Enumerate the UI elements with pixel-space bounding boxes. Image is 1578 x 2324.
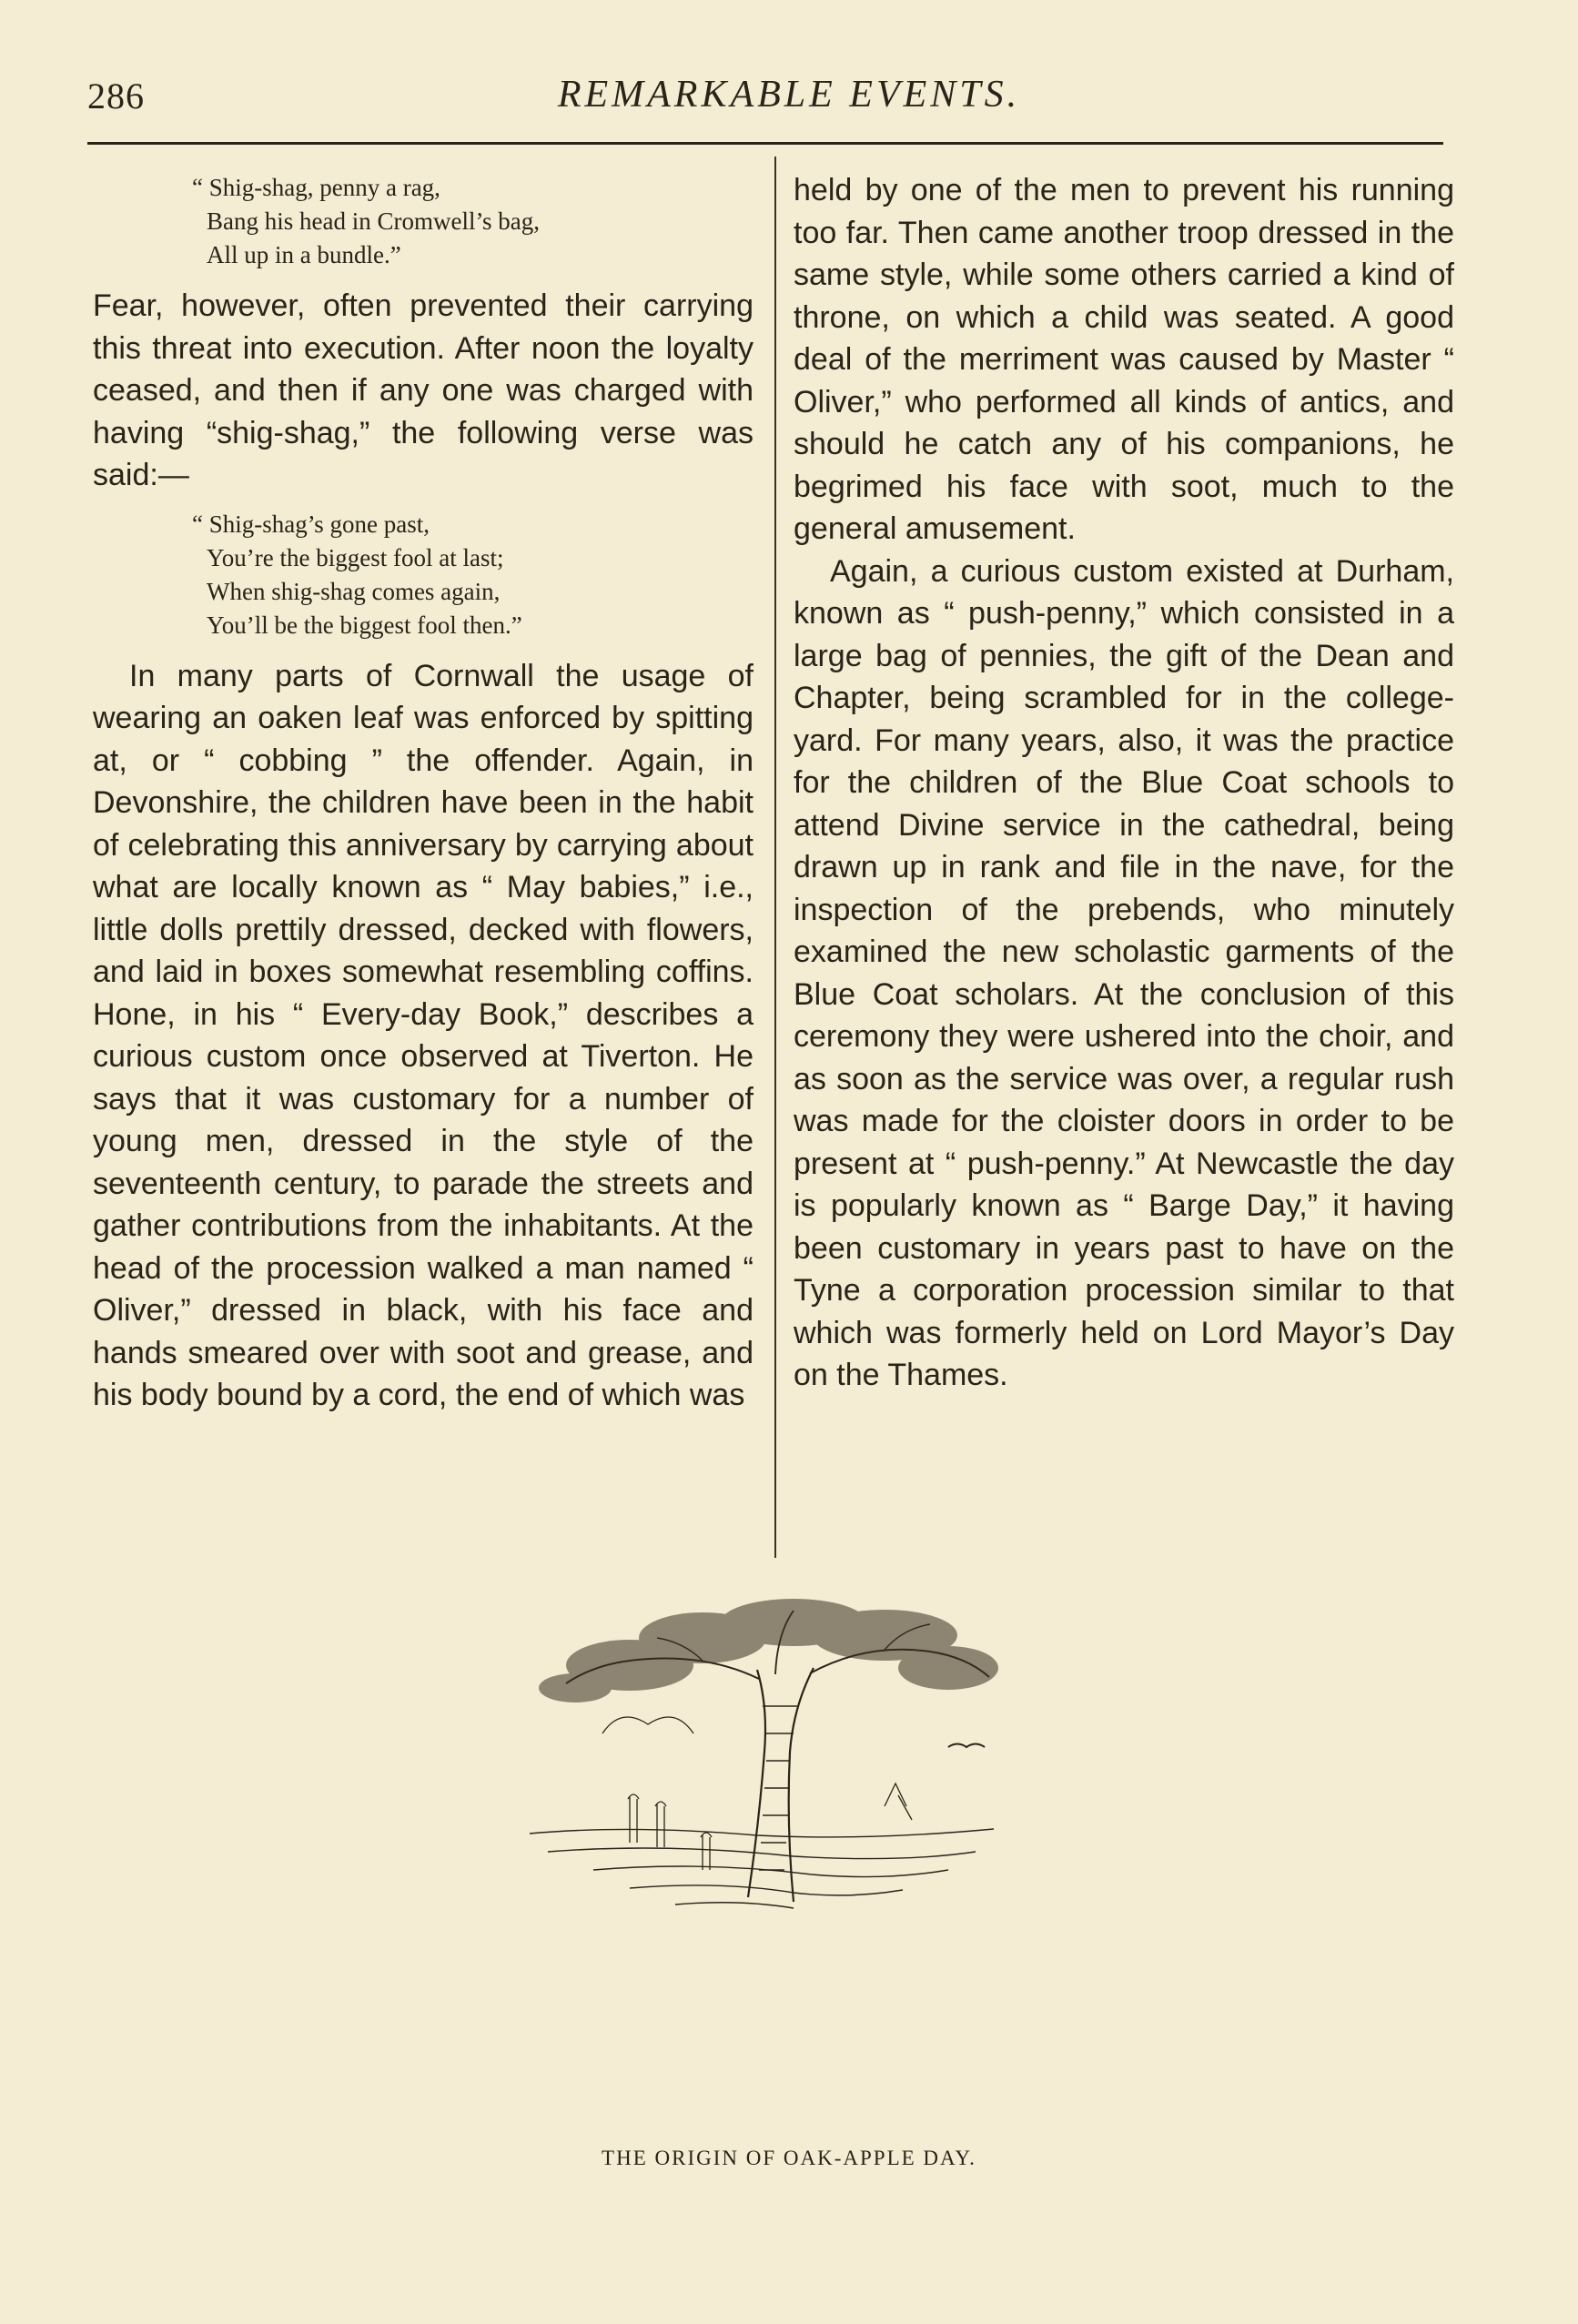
verse-line: All up in a bundle.”: [207, 241, 401, 268]
page-number: 286: [87, 76, 145, 116]
paragraph: In many parts of Cornwall the usage of wearing an oaken leaf was enforced by spitting at, or “ cobbing ” the offender. Again, in Devonshire, the children have been in the habit of celebrating this anniversary by carrying about what are locally known as “ May babies,” i.e., little dolls prettily dressed, decked with flowers, and laid in boxes somewhat resembling coffins. Hone, in his “ Every-day Book,” describes a curious custom once observed at Tiverton. He says that it was customary for a number of young men, dressed in the style of the seventeenth century, to parade the streets and gather contributions from the inhabitants. At the head of the procession walked a man named “ Oliver,” dressed in black, with his face and hands smeared over with soot and grease, and his body bound by a cord, the end of which was: [93, 658, 754, 1412]
header-rule: [87, 142, 1443, 145]
right-column: [794, 169, 1454, 1397]
verse-line: Bang his head in Cromwell’s bag,: [207, 207, 540, 235]
paragraph: Fear, however, often prevented their carrying this threat into execution. After noon the loyalty ceased, and then if any one was charged with having “shig-shag,” the following verse was said:—: [93, 288, 754, 492]
verse-line: You’ll be the biggest fool then.”: [207, 611, 522, 639]
oak-tree-illustration: [521, 1597, 1012, 1943]
verse-line: “ Shig-shag’s gone past,: [192, 510, 430, 538]
verse-line: You’re the biggest fool at last;: [207, 543, 504, 571]
paragraph: held by one of the men to prevent his running too far. Then came another troop dressed in the same style, while some others carried a kind of throne, on which a child was seated. A good deal of the merriment was caused by Master “ Oliver,” who performed all kinds of antics, and should he catch any of his companions, he begrimed his face with soot, much to the general amusement.: [794, 173, 1454, 546]
left-column: [93, 169, 754, 1417]
verse-line: “ Shig-shag, penny a rag,: [192, 174, 440, 201]
verse-line: When shig-shag comes again,: [207, 577, 501, 605]
illustration-caption: THE ORIGIN OF OAK-APPLE DAY.: [602, 2147, 976, 2169]
verse-block: [93, 171, 754, 272]
column-divider: [774, 157, 776, 1558]
verse-block: [93, 508, 754, 642]
running-title: REMARKABLE EVENTS.: [557, 74, 1021, 116]
paragraph: Again, a curious custom existed at Durham, known as “ push-penny,” which consisted in a large bag of pennies, the gift of the Dean and Chapter, being scrambled for in the college-yard. For many years, also, it was the practice for the children of the Blue Coat schools to attend Divine service in the cathedral, being drawn up in rank and file in the nave, for the inspection of the prebends, who minutely examined the new scholastic garments of the Blue Coat scholars. At the conclusion of this ceremony they were ushered into the choir, and as soon as the service was over, a regular rush was made for the cloister doors in order to be present at “ push-penny.” At Newcastle the day is popularly known as “ Barge Day,” it having been customary in years past to have on the Tyne a corporation procession similar to that which was formerly held on Lord Mayor’s Day on the Thames.: [794, 553, 1454, 1392]
